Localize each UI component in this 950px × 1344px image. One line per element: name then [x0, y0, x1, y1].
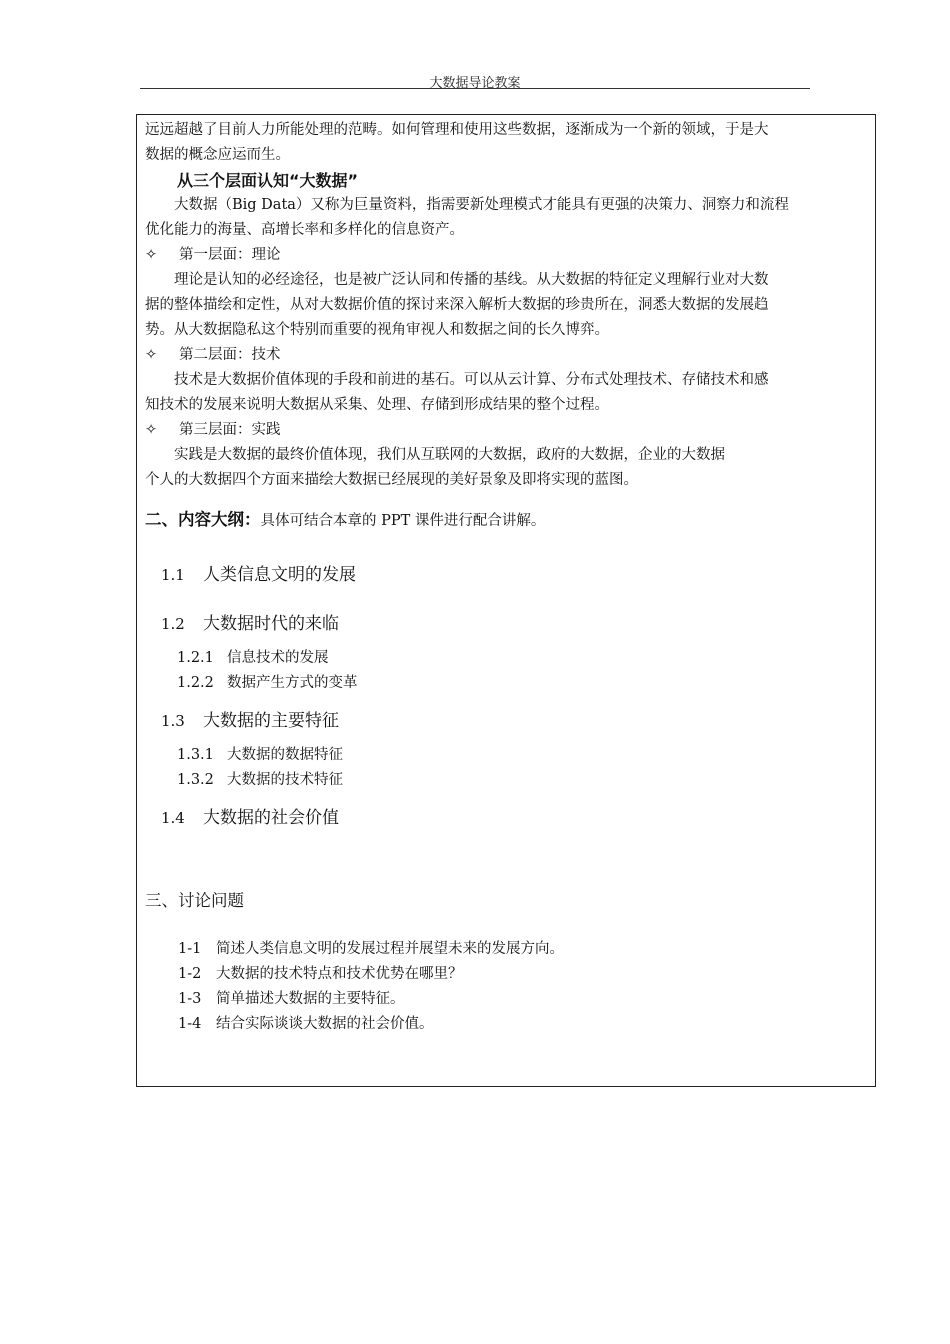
question-text: 结合实际谈谈大数据的社会价值。 — [216, 1016, 434, 1032]
discussion-heading: 三、讨论问题 — [145, 891, 244, 910]
outline-subitem-number: 1.3.1 — [177, 747, 214, 763]
level-title: 第一层面：理论 — [179, 247, 281, 263]
question-text: 简述人类信息文明的发展过程并展望未来的发展方向。 — [216, 941, 564, 957]
outline-item — [145, 609, 867, 634]
outline-item-title: 大数据的社会价值 — [203, 808, 339, 828]
question-number: 1-1 — [178, 941, 202, 957]
definition-line: 大数据（Big Data）又称为巨量资料，指需要新处理模式才能具有更强的决策力、洞察力和流程 — [174, 197, 789, 213]
outline-item-title: 大数据时代的来临 — [203, 614, 339, 634]
discussion-question — [145, 987, 867, 1012]
outline-item-title: 大数据的主要特征 — [203, 711, 339, 731]
header-rule — [140, 88, 810, 89]
question-number: 1-4 — [178, 1016, 202, 1032]
discussion-question — [145, 962, 867, 987]
discussion-question — [145, 937, 867, 962]
levels-title: 从三个层面认知“大数据” — [177, 171, 359, 190]
running-header: 大数据导论教案 — [429, 76, 521, 91]
outline-subitem-title: 数据产生方式的变革 — [227, 675, 358, 691]
outline-item-number: 1.4 — [161, 809, 185, 827]
discussion-question — [145, 1012, 867, 1037]
question-text: 简单描述大数据的主要特征。 — [216, 991, 405, 1007]
level-line: 个人的大数据四个方面来描绘大数据已经展现的美好景象及即将实现的蓝图。 — [145, 472, 638, 488]
outline-item-number: 1.2 — [161, 615, 185, 633]
diamond-bullet-icon: ✧ — [145, 422, 158, 438]
lesson-content — [145, 118, 867, 1037]
diamond-bullet-icon: ✧ — [145, 247, 158, 263]
level-line: 实践是大数据的最终价值体现，我们从互联网的大数据，政府的大数据，企业的大数据 — [174, 447, 725, 463]
level-line: 势。从大数据隐私这个特别而重要的视角审视人和数据之间的长久博弈。 — [145, 322, 609, 338]
outline-note: 具体可结合本章的 PPT 课件进行配合讲解。 — [260, 513, 546, 529]
question-text: 大数据的技术特点和技术优势在哪里？ — [216, 966, 463, 982]
outline-subitem — [145, 671, 867, 696]
outline-subitem — [145, 743, 867, 768]
definition-line: 优化能力的海量、高增长率和多样化的信息资产。 — [145, 222, 464, 238]
question-number: 1-2 — [178, 966, 202, 982]
outline-item-number: 1.1 — [161, 566, 185, 584]
level-line: 知技术的发展来说明大数据从采集、处理、存储到形成结果的整个过程。 — [145, 397, 609, 413]
level-line: 据的整体描绘和定性，从对大数据价值的探讨来深入解析大数据的珍贵所在，洞悉大数据的发展趋 — [145, 297, 769, 313]
level-line: 技术是大数据价值体现的手段和前进的基石。可以从云计算、分布式处理技术、存储技术和感 — [174, 372, 769, 388]
level-title: 第二层面：技术 — [179, 347, 281, 363]
level-line: 理论是认知的必经途径，也是被广泛认同和传播的基线。从大数据的特征定义理解行业对大数 — [174, 272, 769, 288]
outline-heading — [145, 507, 867, 534]
level-theory-heading — [145, 243, 867, 268]
outline-item-title: 人类信息文明的发展 — [203, 565, 356, 585]
outline-item — [145, 803, 867, 828]
outline-item — [145, 560, 867, 585]
outline-item — [145, 706, 867, 731]
outline-subitem-number: 1.2.2 — [177, 675, 214, 691]
outline-subitem — [145, 646, 867, 671]
outline-subitem — [145, 768, 867, 793]
level-title: 第三层面：实践 — [179, 422, 281, 438]
level-technology-heading — [145, 343, 867, 368]
outline-subitem-title: 大数据的技术特征 — [227, 772, 343, 788]
lesson-plan-frame — [136, 114, 876, 1087]
outline-heading-label: 二、内容大纲： — [145, 510, 261, 529]
outline-subitem-number: 1.3.2 — [177, 772, 214, 788]
outline-subitem-number: 1.2.1 — [177, 650, 214, 666]
level-practice-heading — [145, 418, 867, 443]
diamond-bullet-icon: ✧ — [145, 347, 158, 363]
outline-item-number: 1.3 — [161, 712, 185, 730]
question-number: 1-3 — [178, 991, 202, 1007]
outline-subitem-title: 大数据的数据特征 — [227, 747, 343, 763]
intro-line: 数据的概念应运而生。 — [145, 147, 290, 163]
outline-subitem-title: 信息技术的发展 — [227, 650, 329, 666]
intro-line: 远远超越了目前人力所能处理的范畴。如何管理和使用这些数据，逐渐成为一个新的领域，于是大 — [145, 122, 769, 138]
